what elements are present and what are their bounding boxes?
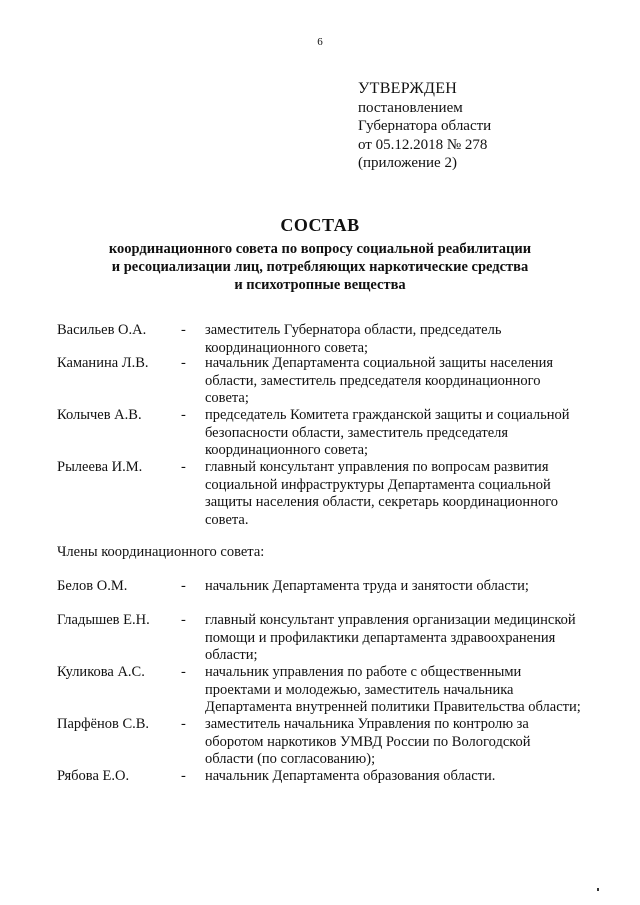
member-dash: - xyxy=(181,716,186,732)
document-title: СОСТАВ xyxy=(280,215,360,235)
role-line: проектами и молодежью, заместитель начальника xyxy=(205,681,514,698)
list-item xyxy=(57,578,617,596)
member-dash: - xyxy=(181,355,186,371)
role-line: области, заместитель председателя координационного xyxy=(205,372,541,389)
approval-stamp: УТВЕРЖДЕН xyxy=(358,80,458,97)
document-subtitle-line: и психотропные вещества xyxy=(234,277,406,293)
approval-line: постановлением xyxy=(358,99,463,116)
member-name: Парфёнов С.В. xyxy=(57,716,150,732)
role-line: главный консультант управления организации медицинской xyxy=(205,612,576,628)
role-line: начальник Департамента труда и занятости области; xyxy=(205,578,529,594)
role-line: Департамента внутренней политики Правительства области; xyxy=(205,699,581,715)
member-name: Васильев О.А. xyxy=(57,322,147,338)
member-name: Рылеева И.М. xyxy=(57,459,143,475)
approval-line: от 05.12.2018 № 278 xyxy=(358,136,488,153)
role-line: области; xyxy=(205,647,258,663)
role-line: защиты населения области, секретарь координационного xyxy=(205,494,559,510)
member-role xyxy=(205,716,615,769)
list-item xyxy=(57,459,617,529)
role-line: заместитель Губернатора области, председатель xyxy=(205,322,502,338)
member-name: Куликова А.С. xyxy=(57,664,145,680)
approval-block xyxy=(358,80,491,173)
role-line: начальник Департамента социальной защиты населения xyxy=(205,355,554,371)
member-role xyxy=(205,407,615,460)
list-item xyxy=(57,716,617,769)
member-name: Колычев А.В. xyxy=(57,407,142,423)
role-line: оборотом наркотиков УМВД России по Вологодской xyxy=(205,733,531,750)
list-item xyxy=(57,407,617,460)
member-dash: - xyxy=(181,664,186,680)
role-line: начальник управления по работе с общественными xyxy=(205,664,522,680)
member-dash: - xyxy=(181,612,186,628)
list-item xyxy=(57,612,617,665)
list-item xyxy=(57,664,617,717)
member-role xyxy=(205,768,615,786)
role-line: координационного совета; xyxy=(205,339,369,356)
member-role xyxy=(205,355,615,408)
member-dash: - xyxy=(181,322,186,338)
member-name: Гладышев Е.Н. xyxy=(57,612,150,628)
document-subtitle-line: координационного совета по вопросу социальной реабилитации xyxy=(108,241,532,257)
list-item xyxy=(57,322,617,357)
member-role xyxy=(205,664,615,717)
role-line: заместитель начальника Управления по контролю за xyxy=(205,716,529,732)
role-line: координационного совета; xyxy=(205,442,369,458)
role-line: главный консультант управления по вопросам развития xyxy=(205,459,549,475)
role-line: безопасности области, заместитель председателя xyxy=(205,424,509,441)
page-number: 6 xyxy=(317,36,323,48)
role-line: начальник Департамента образования области. xyxy=(205,768,496,784)
role-line: председатель Комитета гражданской защиты и социальной xyxy=(205,407,570,423)
approval-line: (приложение 2) xyxy=(358,155,457,171)
member-dash: - xyxy=(181,407,186,423)
member-role xyxy=(205,322,615,357)
members-heading: Члены координационного совета: xyxy=(57,544,265,560)
scan-speck xyxy=(597,888,599,891)
approval-line: Губернатора области xyxy=(358,118,492,134)
role-line: помощи и профилактики департамента здравоохранения xyxy=(205,629,556,646)
title-block xyxy=(0,215,640,294)
role-line: совета; xyxy=(205,390,249,406)
member-name: Белов О.М. xyxy=(57,578,128,594)
list-item xyxy=(57,355,617,408)
role-line: социальной инфраструктуры Департамента социальной xyxy=(205,476,551,493)
member-role xyxy=(205,612,615,665)
member-dash: - xyxy=(181,578,186,594)
member-role xyxy=(205,459,615,529)
member-name: Рябова Е.О. xyxy=(57,768,130,784)
member-role xyxy=(205,578,615,596)
list-item xyxy=(57,768,617,786)
role-line: области (по согласованию); xyxy=(205,751,376,767)
member-dash: - xyxy=(181,459,186,475)
member-dash: - xyxy=(181,768,186,784)
member-name: Каманина Л.В. xyxy=(57,355,149,371)
role-line: совета. xyxy=(205,511,249,528)
document-subtitle-line: и ресоциализации лиц, потребляющих наркотические средства xyxy=(111,259,529,275)
